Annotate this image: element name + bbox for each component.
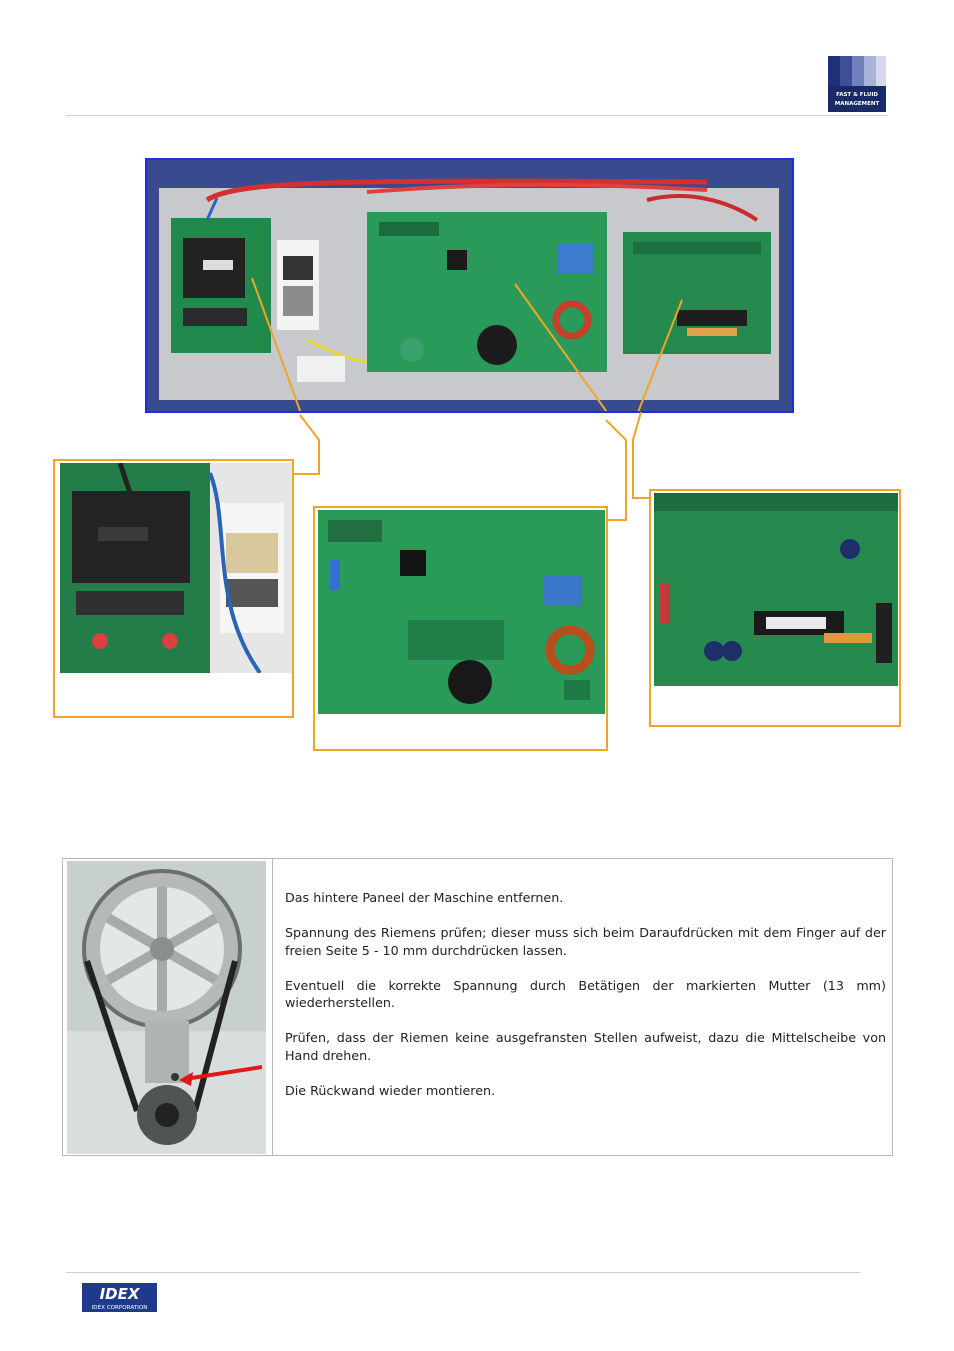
main-board-callout <box>313 506 608 751</box>
control-board-closeup-photo <box>654 493 898 686</box>
step-2: Spannung des Riemens prüfen; dieser muss sich beim Daraufdrücken mit dem Finger auf der freien Seite 5 - 10 mm durchdrücken lassen. <box>285 925 886 958</box>
main-board-closeup-photo <box>318 510 605 714</box>
idex-logo <box>82 1283 157 1312</box>
footer-rule <box>66 1272 860 1273</box>
maintenance-divider <box>272 859 273 1155</box>
power-supply-callout <box>53 459 294 718</box>
logo-text-line1: FAST & FLUID <box>836 92 878 98</box>
step-5: Die Rückwand wieder montieren. <box>285 1082 496 1098</box>
idex-logo-subtext: IDEX CORPORATION <box>91 1305 148 1311</box>
belt-pulley-photo <box>67 861 266 1154</box>
maintenance-instructions <box>285 889 886 1117</box>
power-supply-closeup-photo <box>60 463 292 673</box>
step-1: Das hintere Paneel der Maschine entfernen. <box>285 890 564 905</box>
step-4: Prüfen, dass der Riemen keine ausgefransten Stellen aufweist, dazu die Mittelscheibe von Hand drehen. <box>285 1030 886 1063</box>
step-3: Eventuell die korrekte Spannung durch Betätigen der markierten Mutter (13 mm) wiederherstellen. <box>285 977 886 1010</box>
logo-text-line2: MANAGEMENT <box>834 101 880 107</box>
control-board-callout <box>649 489 901 727</box>
idex-logo-text: IDEX <box>99 1285 140 1303</box>
